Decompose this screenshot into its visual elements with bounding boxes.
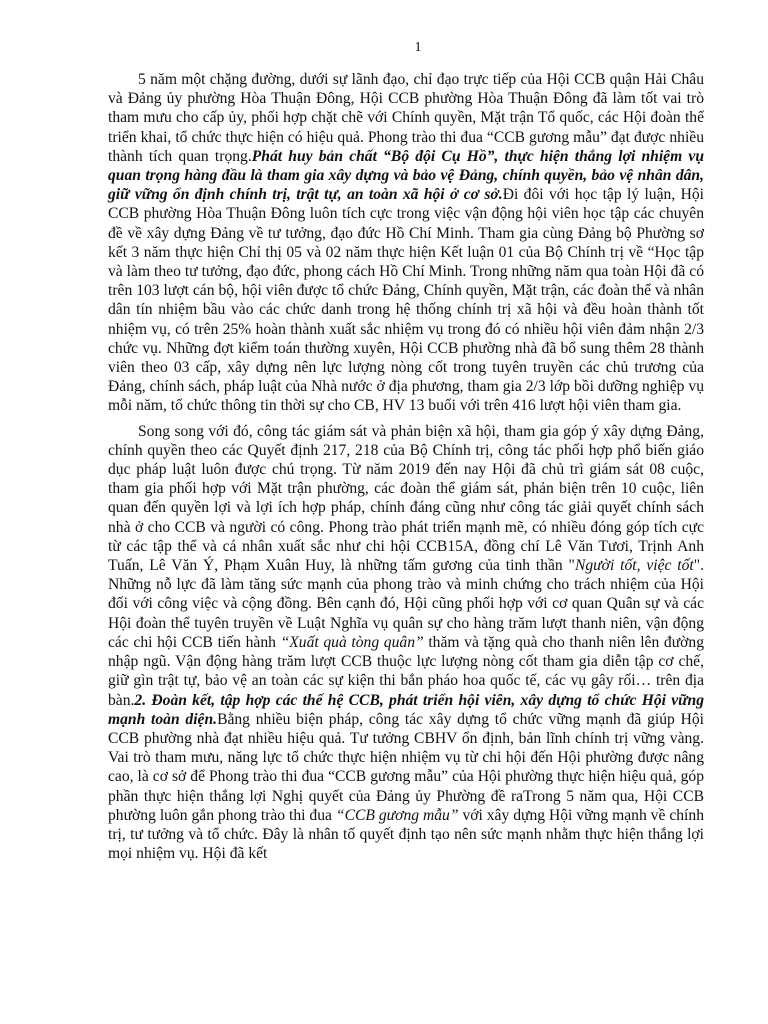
paragraph-2-text-c: thăm và tặng quà cho thanh niên lên đường nhập ngũ. Vận động hàng trăm lượt CCB thuộc lực lượng nòng cốt tham gia diễn tập cơ chế, giữ gìn trật tự, bảo vệ an toàn các sự kiện thi bắn pháo hoa quốc tế, các vụ gây rối… trên địa bàn. xyxy=(108,633,705,709)
paragraph-2-text-e: với xây dựng Hội vững mạnh về chính trị, tư tưởng và tổ chức. Đây là nhân tố quyết định tạo nên sức mạnh nhằm thực hiện thắng lợi mọi nhiệm vụ. Hội đã kết xyxy=(108,806,704,863)
paragraph-1-bold-italic: Phát huy bản chất “Bộ đội Cụ Hồ”, thực hiện thắng lợi nhiệm vụ quan trọng hàng đầu là tham gia xây dựng và bảo vệ Đảng, chính quyền, bảo vệ nhân dân, giữ vững ổn định chính trị, trật tự, an toàn xã hội ở cơ sở. xyxy=(108,147,704,204)
paragraph-2-italic-c: “CCB gương mẫu” xyxy=(335,806,459,824)
paragraph-2-text-b: ". Những nỗ lực đã làm tăng sức mạnh của phong trào và minh chứng cho trách nhiệm của Hội đối với công việc và cộng đồng. Bên cạnh đó, Hội cũng phối hợp với cơ quan Quân sự và các Hội đoàn thể tuyên truyền về Luật Nghĩa vụ quân sự cho hàng trăm lượt thanh niên, vận động các chi hội CCB tiến hành xyxy=(108,557,704,651)
paragraph-1-text-b: Đi đôi với học tập lý luận, Hội CCB phường Hòa Thuận Đông luôn tích cực trong việc vận động hội viên học tập các chuyên đề về xây dựng Đảng về tư tưởng, đạo đức Hồ Chí Minh. Tham gia cùng Đảng bộ Phường sơ kết 3 năm thực hiện Chỉ thị 05 và 02 năm thực hiện Kết luận 01 của Bộ Chính trị về “Học tập và làm theo tư tưởng, đạo đức, phong cách Hồ Chí Minh. Trong những năm qua toàn Hội đã có trên 103 lượt cán bộ, hội viên được tổ chức Đảng, Chính quyền, Mặt trận, các đoàn thể và nhân dân tín nhiệm bầu vào các chức danh trong hệ thống chính trị xã hội và đều hoàn thành tốt nhiệm vụ, có trên 25% hoàn thành xuất sắc nhiệm vụ trong đó có nhiều hội viên đảm nhận 2/3 chức vụ. Những đợt kiểm toán thường xuyên, Hội CCB phường nhà đã bổ sung thêm 28 thành viên theo 03 cấp, xây dựng nên lực lượng nòng cốt trong tuyên truyền các chủ trương của Đảng, chính sách, pháp luật của Nhà nước ở địa phương, tham gia 2/3 lớp bồi dưỡng nghiệp vụ mỗi năm, tổ chức thông tin thời sự cho CB, HV 13 buổi với trên 416 lượt hội viên tham gia. xyxy=(108,186,704,415)
page-number: 1 xyxy=(414,40,422,55)
paragraph-2 xyxy=(108,422,704,864)
paragraph-1-text-a: 5 năm một chặng đường, dưới sự lãnh đạo, chỉ đạo trực tiếp của Hội CCB quận Hải Châu và Đảng ủy phường Hòa Thuận Đông, Hội CCB phường Hòa Thuận Đông đã làm tốt vai trò tham mưu cho cấp ủy, phối hợp chặt chẽ với Chính quyền, Mặt trận Tổ quốc, các Hội đoàn thể triển khai, tổ chức thực hiện có hiệu quả. Phong trào thi đua “CCB gương mẫu” đạt được nhiều thành tích quan trọng. xyxy=(108,71,704,165)
paragraph-1 xyxy=(108,70,704,416)
section-heading-2: 2. Đoàn kết, tập hợp các thế hệ CCB, phát triển hội viên, xây dựng tổ chức Hội vững mạnh toàn diện. xyxy=(108,691,704,728)
paragraph-2-italic-a: Người tốt, việc tốt xyxy=(574,557,694,575)
paragraph-2-text-d: Bằng nhiều biện pháp, công tác xây dựng tổ chức vững mạnh đã giúp Hội CCB phường nhà đạt nhiều hiệu quả. Tư tưởng CBHV ổn định, bản lĩnh chính trị vững vàng. Vai trò tham mưu, năng lực tổ chức thực hiện nhiệm vụ từ chi hội đến Hội phường được nâng cao, là cơ sở để Phong trào thi đua “CCB gương mẫu” của Hội phường thực hiện hiệu quả, góp phần thực hiện thắng lợi Nghị quyết của Đảng ủy Phường đề raTrong 5 năm qua, Hội CCB phường luôn gắn phong trào thi đua xyxy=(108,710,704,824)
paragraph-2-text-a: Song song với đó, công tác giám sát và phản biện xã hội, tham gia góp ý xây dựng Đảng, chính quyền theo các Quyết định 217, 218 của Bộ Chính trị, công tác phối hợp phổ biến giáo dục pháp luật luôn được chú trọng. Từ năm 2019 đến nay Hội đã chủ trì giám sát 08 cuộc, tham gia phối hợp với Mặt trận phường, các đoàn thể giám sát, phản biện trên 10 cuộc, liên quan đến quyền lợi và lợi ích hợp pháp, chính đáng cũng như công tác giải quyết chính sách nhà ở cho CCB và người có công. Phong trào phát triển mạnh mẽ, có nhiều đóng góp tích cực từ các tập thể và cá nhân xuất sắc như chi hội CCB15A, đồng chí Lê Văn Tươi, Trịnh Anh Tuấn, Lê Văn Ý, Phạm Xuân Huy, là những tấm gương của tinh thần " xyxy=(108,422,704,575)
paragraph-2-italic-b: “Xuất quà tòng quân” xyxy=(280,633,424,651)
